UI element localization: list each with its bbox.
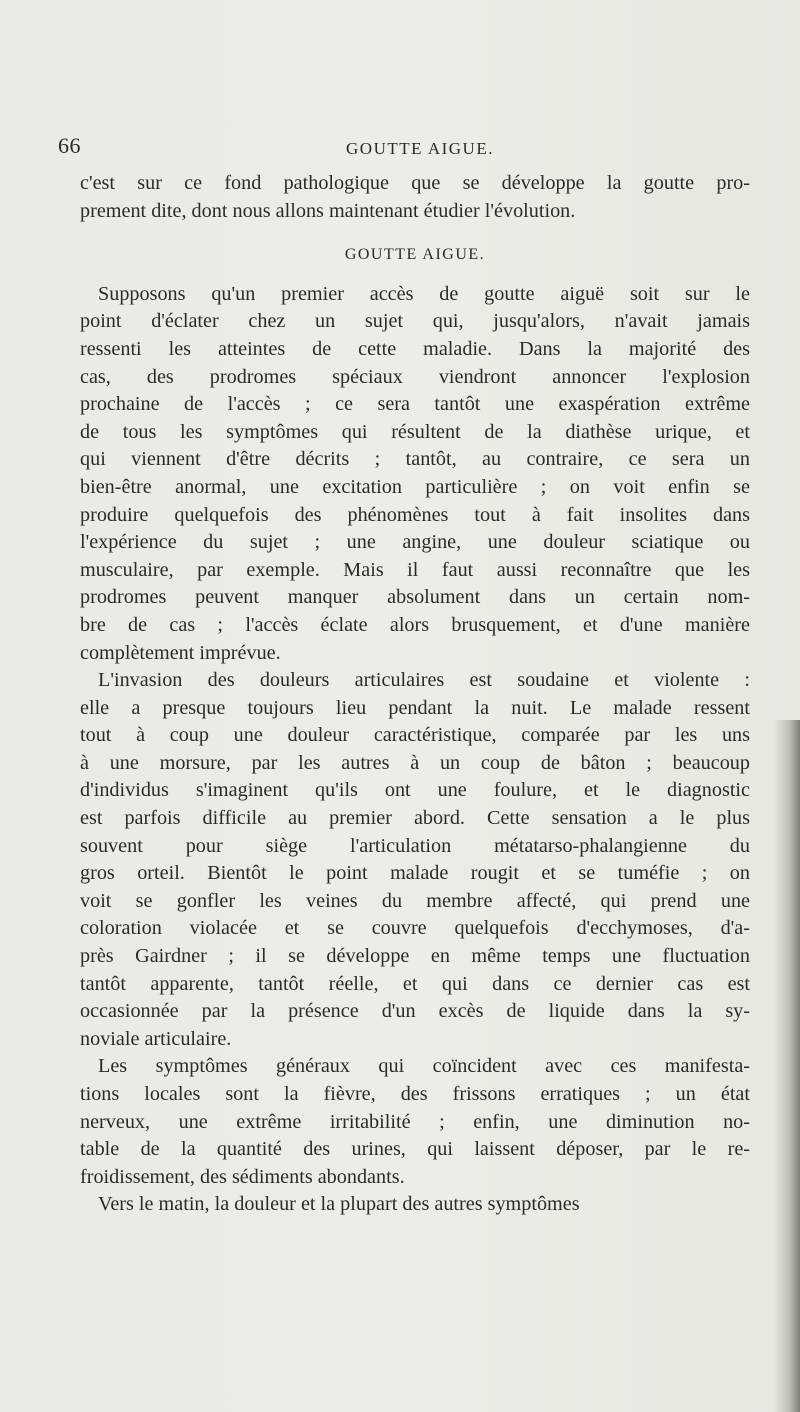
text-line: froidissement, des sédiments abondants. xyxy=(80,1165,405,1188)
page-number: 66 xyxy=(58,133,81,158)
text-line: tantôt apparente, tantôt réelle, et qui dans ce dernier cas est xyxy=(80,972,750,995)
paragraph-morning xyxy=(80,1191,750,1219)
text-line: cas, des prodromes spéciaux viendront annoncer l'explosion xyxy=(80,365,750,388)
text-line: prodromes peuvent manquer absolument dans un certain nom- xyxy=(80,586,750,609)
text-line: gros orteil. Bientôt le point malade rougit et se tuméfie ; on xyxy=(80,862,750,885)
text-line: tions locales sont la fièvre, des frissons erratiques ; un état xyxy=(80,1083,750,1105)
text-line: complètement imprévue. xyxy=(80,641,281,664)
text-line: musculaire, par exemple. Mais il faut aussi reconnaître que les xyxy=(80,558,750,581)
text-line: occasionnée par la présence d'un excès de liquide dans la sy- xyxy=(80,1000,750,1023)
text-line: de tous les symptômes qui résultent de la diathèse urique, et xyxy=(80,420,750,443)
text-line: c'est sur ce fond pathologique que se développe la goutte pro- xyxy=(80,172,750,194)
text-line: tout à coup une douleur caractéristique, comparée par les uns xyxy=(80,724,750,747)
paragraph-general-symptoms xyxy=(80,1053,750,1191)
text-line: Les symptômes généraux qui coïncident avec ces manifesta- xyxy=(98,1055,750,1078)
text-line: l'expérience du sujet ; une angine, une douleur sciatique ou xyxy=(80,531,750,554)
text-line: elle a presque toujours lieu pendant la nuit. Le malade ressent xyxy=(80,696,750,719)
text-line: produire quelquefois des phénomènes tout à fait insolites dans xyxy=(80,503,750,526)
text-line: près Gairdner ; il se développe en même temps une fluctuation xyxy=(80,945,750,968)
text-line: prochaine de l'accès ; ce sera tantôt une exaspération extrême xyxy=(80,393,750,416)
text-line: bre de cas ; l'accès éclate alors brusquement, et d'une manière xyxy=(80,613,750,636)
text-line: à une morsure, par les autres à un coup de bâton ; beaucoup xyxy=(80,751,750,774)
text-line: est parfois difficile au premier abord. Cette sensation a le plus xyxy=(80,807,750,830)
text-line: L'invasion des douleurs articulaires est soudaine et violente : xyxy=(98,669,750,692)
section-heading: GOUTTE AIGUE. xyxy=(344,246,486,264)
running-head: GOUTTE AIGUE. xyxy=(346,139,494,158)
paragraph-prodromes xyxy=(80,281,750,667)
text-line: coloration violacée et se couvre quelquefois d'ecchymoses, d'a- xyxy=(80,917,750,940)
text-line: table de la quantité des urines, qui laissent déposer, par le re- xyxy=(80,1138,750,1161)
text-line: souvent pour siège l'articulation métatarso-phalangienne du xyxy=(80,834,750,857)
text-line: nerveux, une extrême irritabilité ; enfin, une diminution no- xyxy=(80,1110,750,1133)
intro-paragraph xyxy=(80,170,750,225)
paragraph-invasion xyxy=(80,667,750,1053)
text-line: point d'éclater chez un sujet qui, jusqu'alors, n'avait jamais xyxy=(80,310,750,333)
text-line: prement dite, dont nous allons maintenant étudier l'évolution. xyxy=(80,199,576,222)
text-line: noviale articulaire. xyxy=(80,1027,232,1050)
text-line: voit se gonfler les veines du membre affecté, qui prend une xyxy=(80,889,750,912)
text-line: bien-être anormal, une excitation particulière ; on voit enfin se xyxy=(80,475,750,498)
text-line: qui viennent d'être décrits ; tantôt, au contraire, ce sera un xyxy=(80,448,750,471)
text-line: Vers le matin, la douleur et la plupart des autres symptômes xyxy=(98,1193,580,1216)
text-line: Supposons qu'un premier accès de goutte aiguë soit sur le xyxy=(98,282,750,305)
text-line: d'individus s'imaginent qu'ils ont une foulure, et le diagnostic xyxy=(80,779,750,802)
text-line: ressenti les atteintes de cette maladie. Dans la majorité des xyxy=(80,337,750,360)
page-edge-shadow xyxy=(774,720,800,1412)
body-text xyxy=(80,170,750,1219)
